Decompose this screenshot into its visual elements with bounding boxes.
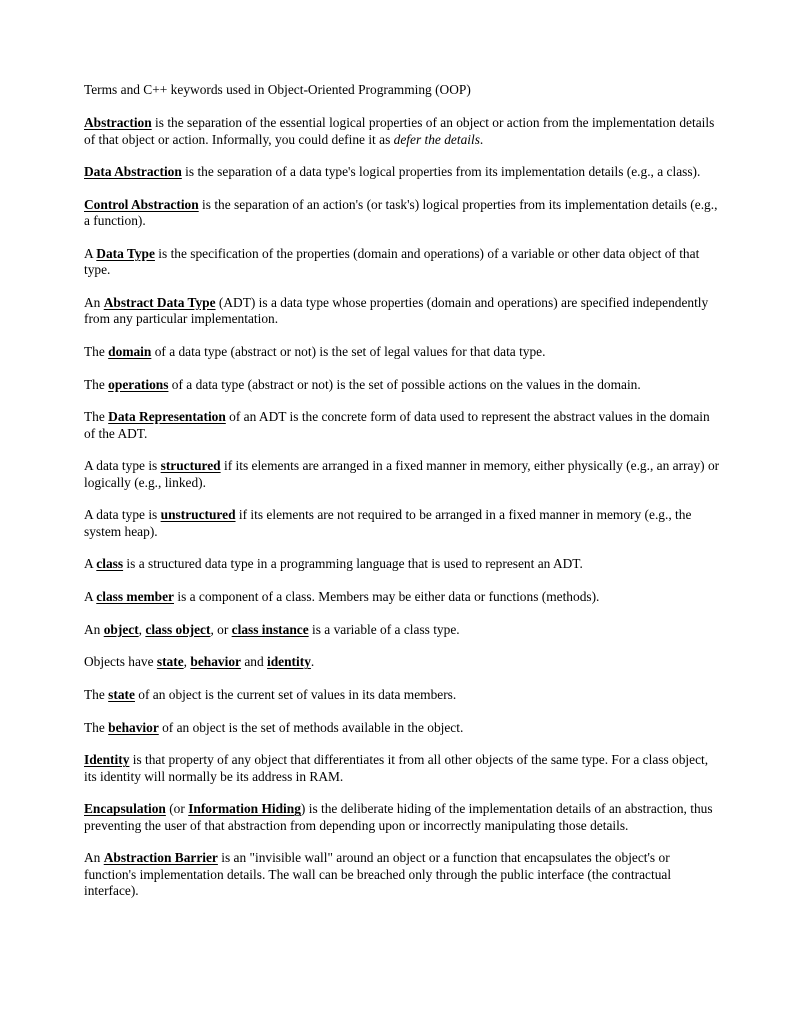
definition-text: is a structured data type in a programming language that is used to represent an ADT.: [123, 556, 583, 572]
term: Identity: [84, 752, 130, 768]
term: state: [108, 687, 135, 702]
definition-control-abstraction: [84, 197, 724, 230]
definition-object: [84, 622, 724, 638]
definition-text: of an ADT is the concrete form of data used to represent the abstract values in the domain of the ADT.: [84, 409, 710, 441]
definition-text: if its elements are not required to be arranged in a fixed manner in memory (e.g., the system heap).: [84, 507, 692, 539]
definition-data-representation: [84, 409, 724, 442]
definition-encapsulation: [84, 801, 724, 834]
definition-text: The: [84, 409, 109, 425]
definition-text: Objects have: [84, 654, 157, 670]
definition-class: [84, 556, 724, 572]
definition-operations: [84, 377, 724, 393]
definition-text: of a data type (abstract or not) is the set of possible actions on the values in the domain.: [168, 376, 641, 392]
definition-identity: [84, 752, 724, 785]
definition-text: ,: [138, 621, 146, 637]
definition-text: A: [84, 556, 97, 572]
definition-text: is the separation of an action's (or task's) logical properties from its implementation details (e.g., a function).: [84, 196, 718, 229]
term: behavior: [108, 719, 159, 735]
definitions-list: [84, 115, 724, 899]
term: object: [103, 621, 139, 637]
definition-text: ) is the deliberate hiding of the implementation details of an abstraction, thus preventing the user of that abstraction from depending upon or incorrectly manipulating those details.: [84, 801, 713, 833]
definition-text: A: [84, 245, 97, 261]
definition-text: An: [84, 850, 104, 866]
definition-text: of an object is the current set of values in its data members.: [134, 687, 457, 702]
definition-text: A: [84, 588, 97, 604]
definition-text: is a component of a class. Members may be either data or functions (methods).: [174, 588, 600, 604]
definition-text: , or: [210, 621, 232, 637]
definition-text: is the separation of the essential logical properties of an object or action from the implementation details of that object or action. Informally, you could define it as: [84, 115, 715, 147]
definition-data-abstraction: [84, 164, 724, 180]
term: Abstract Data Type: [103, 294, 216, 310]
term: class instance: [231, 621, 309, 637]
definition-text: is the separation of a data type's logical properties from its implementation details (e.g., a class).: [181, 164, 701, 180]
definition-text: is that property of any object that differentiates it from all other objects of the same type. For a class object, its identity will normally be its address in RAM.: [84, 752, 709, 784]
definition-text: A data type is: [84, 458, 161, 474]
definition-state: [84, 687, 724, 703]
definition-text: An: [84, 621, 104, 637]
definition-text: .: [310, 654, 315, 670]
definition-text: A data type is: [84, 507, 161, 523]
term: Encapsulation: [84, 801, 166, 817]
term: class object: [145, 621, 211, 637]
term: state: [156, 654, 184, 670]
definition-text: is a variable of a class type.: [308, 621, 460, 637]
definition-text: (or: [165, 801, 189, 817]
page-title: Terms and C++ keywords used in Object-Oriented Programming (OOP): [84, 82, 471, 97]
term: identity: [267, 654, 311, 670]
definition-text: is an "invisible wall" around an object or a function that encapsulates the object's or function's implementation details. The wall can be breached only through the public interface (the contractual interface).: [84, 850, 672, 898]
definition-text: An: [84, 294, 104, 310]
term: domain: [108, 343, 152, 359]
definition-text: of an object is the set of methods available in the object.: [158, 719, 464, 735]
term: Data Abstraction: [84, 164, 182, 180]
definition-objects-have: [84, 654, 724, 670]
definition-text: The: [84, 719, 109, 735]
term: behavior: [190, 654, 241, 670]
document-page: [84, 82, 724, 916]
definition-abstraction: [84, 115, 724, 148]
definition-abstraction-barrier: [84, 850, 724, 899]
definition-text: of a data type (abstract or not) is the set of legal values for that data type.: [151, 343, 546, 359]
definition-text: ,: [183, 654, 191, 670]
definition-text: and: [240, 654, 267, 670]
definition-data-type: [84, 246, 724, 279]
term: Abstraction: [84, 115, 152, 131]
term: operations: [108, 376, 169, 392]
term: Data Type: [96, 245, 155, 261]
term: structured: [160, 458, 221, 474]
definition-text: (ADT) is a data type whose properties (domain and operations) are specified independently from any particular implementation.: [84, 294, 709, 327]
definition-behavior: [84, 720, 724, 736]
definition-class-member: [84, 589, 724, 605]
definition-structured: [84, 458, 724, 491]
definition-unstructured: [84, 507, 724, 540]
term: class: [96, 556, 124, 572]
definition-domain: [84, 344, 724, 360]
definition-abstract-data-type: [84, 295, 724, 328]
definition-text: if its elements are arranged in a fixed manner in memory, either physically (e.g., an array) or logically (e.g., linked).: [84, 458, 720, 490]
term: unstructured: [160, 507, 236, 523]
term: Abstraction Barrier: [103, 850, 218, 866]
term: Control Abstraction: [84, 196, 199, 212]
emphasis-text: defer the details: [393, 131, 480, 147]
term: class member: [96, 588, 174, 604]
definition-text: The: [84, 343, 109, 359]
definition-text: .: [479, 131, 484, 147]
definition-text: is the specification of the properties (domain and operations) of a variable or other data object of that type.: [84, 245, 700, 278]
term: Information Hiding: [188, 801, 301, 817]
term: Data Representation: [108, 409, 226, 425]
definition-text: The: [84, 376, 109, 392]
definition-text: The: [84, 687, 109, 702]
